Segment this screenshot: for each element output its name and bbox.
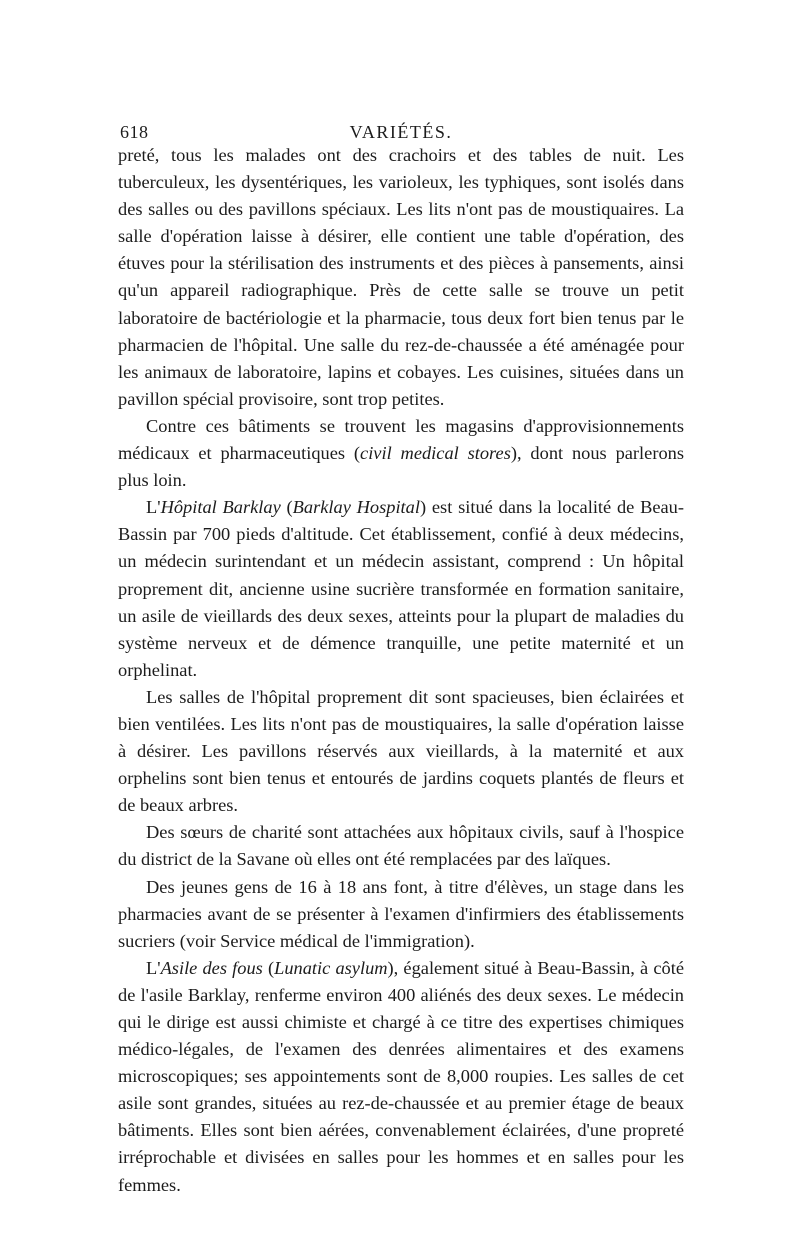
italic-term: Lunatic asylum bbox=[274, 957, 388, 978]
text-run: Contre ces bâtiments se trouvent les magasins d'approvisionnements médicaux et pharmaceutiques ( bbox=[118, 415, 684, 464]
text-run: ( bbox=[262, 957, 275, 978]
body-text bbox=[118, 142, 684, 1199]
text-run: ) est situé dans la localité de Beau-Bassin par 700 pieds d'altitude. Cet établissement, confié à deux médecins, un médecin surintendant et un médecin assistant, comprend : Un hôpital proprement dit, ancienne usine sucrière transformée en formation sanitaire, un asile de vieillards des deux sexes, atteints pour la plupart de maladies du système nerveux et de démence tranquille, une petite maternité et un orphelinat. bbox=[118, 497, 684, 680]
paragraph-continued bbox=[118, 142, 684, 413]
text-run: ( bbox=[280, 497, 293, 518]
text-run: L' bbox=[146, 497, 161, 518]
paragraph-asile-fous bbox=[118, 955, 684, 1199]
paragraph-salles-hopital bbox=[118, 684, 684, 819]
running-head bbox=[118, 108, 684, 142]
text-run: Des jeunes gens de 16 à 18 ans font, à titre d'élèves, un stage dans les pharmacies avant de se présenter à l'examen d'infirmiers des établissements sucriers (voir Service médical de l'immigration). bbox=[118, 876, 684, 951]
italic-term: Barklay Hospital bbox=[292, 497, 420, 518]
section-title: VARIÉTÉS. bbox=[349, 122, 453, 142]
text-run: ), dont nous parlerons plus loin. bbox=[118, 443, 684, 491]
text-run: ), également situé à Beau-Bassin, à côté de l'asile Barklay, renferme environ 400 aliénés des deux sexes. Le médecin qui le dirige est aussi chimiste et chargé à ce titre des expertises chimiques médico-légales, de l'examen des denrées alimentaires et des examens microscopiques; ses appointements sont de 8,000 roupies. Les salles de cet asile sont grandes, situées au rez-de-chaussée et au premier étage de beaux bâtiments. Elles sont bien aérées, convenablement éclairées, d'une propreté irréprochable et divisées en salles pour les hommes et en salles pour les femmes. bbox=[118, 957, 684, 1195]
italic-term: civil medical stores bbox=[360, 443, 511, 464]
text-run: Les salles de l'hôpital proprement dit sont spacieuses, bien éclairées et bien ventilées. Les lits n'ont pas de moustiquaires, la salle d'opération laisse à désirer. Les pavillons réservés aux vieillards, à la maternité et aux orphelins sont bien tenus et entourés de jardins coquets plantés de fleurs et de beaux arbres. bbox=[118, 686, 684, 816]
paragraph-jeunes-gens bbox=[118, 874, 684, 955]
paragraph-hopital-barklay bbox=[118, 494, 684, 684]
book-page bbox=[118, 108, 684, 1199]
italic-term: Hôpital Barklay bbox=[160, 497, 281, 518]
page-number: 618 bbox=[120, 122, 149, 142]
text-run: preté, tous les malades ont des crachoirs et des tables de nuit. Les tuberculeux, les dysentériques, les varioleux, les typhiques, sont isolés dans des salles ou des pavillons spéciaux. Les lits n'ont pas de moustiquaires. La salle d'opération laisse à désirer, elle contient une table d'opération, des étuves pour la stérilisation des instruments et des pièces à pansements, ainsi qu'un appareil radiographique. Près de cette salle se trouve un petit laboratoire de bactériologie et la pharmacie, tous deux fort bien tenus par le pharmacien de l'hôpital. Une salle du rez-de-chaussée a été aménagée pour les animaux de laboratoire, lapins et cobayes. Les cuisines, situées dans un pavillon spécial provisoire, sont trop petites. bbox=[118, 145, 684, 409]
italic-term: Asile des fous bbox=[160, 957, 263, 978]
text-run: Des sœurs de charité sont attachées aux hôpitaux civils, sauf à l'hospice du district de la Savane où elles ont été remplacées par des laïques. bbox=[118, 822, 684, 870]
paragraph-medical-stores bbox=[118, 413, 684, 494]
text-run: L' bbox=[146, 957, 161, 978]
paragraph-soeurs-charite bbox=[118, 819, 684, 873]
